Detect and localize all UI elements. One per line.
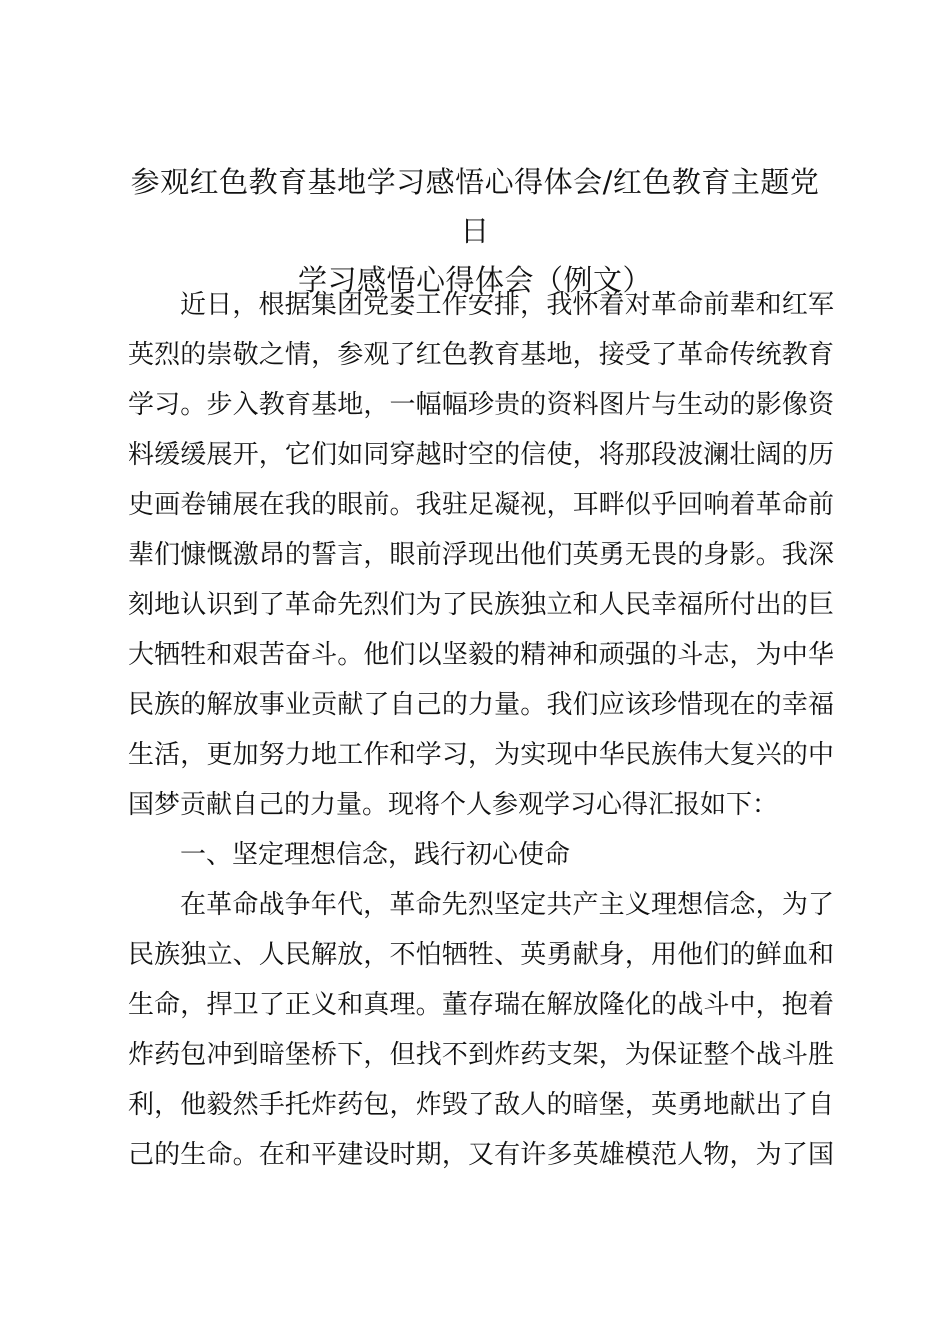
paragraph-1-line: 近日，根据集团党委工作安排，我怀着对革命前辈和红军 (180, 290, 834, 320)
paragraph-1-line: 史画卷铺展在我的眼前。我驻足凝视，耳畔似乎回响着革命前 (128, 490, 834, 520)
paragraph-1-line: 料缓缓展开，它们如同穿越时空的信使，将那段波澜壮阔的历 (128, 440, 834, 470)
paragraph-1-line: 大牺牲和艰苦奋斗。他们以坚毅的精神和顽强的斗志，为中华 (128, 640, 834, 670)
document-body (128, 280, 834, 1180)
paragraph-1-line: 民族的解放事业贡献了自己的力量。我们应该珍惜现在的幸福 (128, 690, 834, 720)
paragraph-2-line: 炸药包冲到暗堡桥下，但找不到炸药支架，为保证整个战斗胜 (128, 1040, 834, 1070)
paragraph-2-line: 己的生命。在和平建设时期，又有许多英雄模范人物，为了国 (128, 1140, 834, 1170)
paragraph-1-line: 学习。步入教育基地，一幅幅珍贵的资料图片与生动的影像资 (128, 390, 834, 420)
section-1-heading: 一、坚定理想信念，践行初心使命 (180, 840, 571, 870)
paragraph-2-line: 生命，捍卫了正义和真理。董存瑞在解放隆化的战斗中，抱着 (128, 990, 834, 1020)
title-line-2: 学习感悟心得体会（例文） (297, 263, 652, 297)
title-line-1: 参观红色教育基地学习感悟心得体会/红色教育主题党日 (130, 165, 820, 248)
paragraph-1-line: 国梦贡献自己的力量。现将个人参观学习心得汇报如下： (128, 790, 779, 820)
paragraph-1-line: 辈们慷慨激昂的誓言，眼前浮现出他们英勇无畏的身影。我深 (128, 540, 834, 570)
paragraph-2-line: 利，他毅然手托炸药包，炸毁了敌人的暗堡，英勇地献出了自 (128, 1090, 834, 1120)
paragraph-1-line: 英烈的崇敬之情，参观了红色教育基地，接受了革命传统教育 (128, 340, 834, 370)
paragraph-2-line: 民族独立、人民解放，不怕牺牲、英勇献身，用他们的鲜血和 (128, 940, 834, 970)
paragraph-2-line: 在革命战争年代，革命先烈坚定共产主义理想信念，为了 (180, 890, 834, 920)
paragraph-1-line: 刻地认识到了革命先烈们为了民族独立和人民幸福所付出的巨 (128, 590, 834, 620)
paragraph-1-line: 生活，更加努力地工作和学习，为实现中华民族伟大复兴的中 (128, 740, 834, 770)
